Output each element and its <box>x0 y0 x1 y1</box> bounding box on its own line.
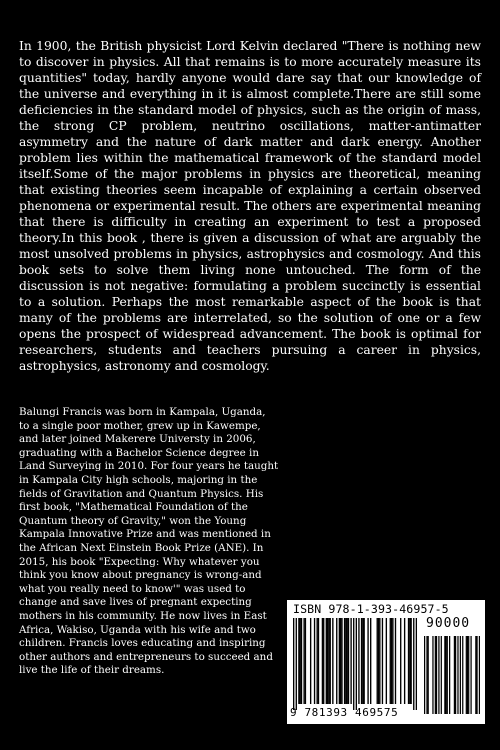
barcode-bar <box>367 618 368 704</box>
barcode-bar <box>404 618 405 704</box>
barcode-bar <box>347 618 348 704</box>
barcode-bar <box>391 618 392 704</box>
barcode-bar <box>358 618 359 704</box>
barcode-bar <box>410 618 411 704</box>
barcode-bar <box>328 618 329 704</box>
barcode-bar <box>350 618 351 704</box>
barcode-bar <box>327 618 328 704</box>
addon-bar <box>445 636 446 714</box>
barcode-bar <box>408 618 409 704</box>
barcode-bar <box>413 618 414 710</box>
barcode-bar <box>296 618 297 710</box>
barcode-bar <box>361 618 362 704</box>
barcode-bar <box>339 618 340 704</box>
barcode-bar <box>298 618 299 704</box>
barcode-bar <box>356 618 357 710</box>
barcode-bar <box>363 618 364 704</box>
addon-bar <box>466 636 467 714</box>
addon-bar <box>449 636 450 714</box>
barcode-bar <box>386 618 387 704</box>
isbn-barcode <box>287 600 485 724</box>
barcode-bar <box>305 618 306 704</box>
barcode-bar <box>390 618 391 704</box>
addon-bar <box>428 636 429 714</box>
addon-bar <box>467 636 468 714</box>
barcode-bar <box>318 618 319 704</box>
addon-bar <box>441 636 442 714</box>
barcode-bar <box>362 618 363 704</box>
addon-bar <box>436 636 437 714</box>
addon-bar <box>432 636 433 714</box>
addon-bars <box>424 636 480 714</box>
barcode-bar <box>316 618 317 704</box>
author-bio: Balungi Francis was born in Kampala, Uganda, to a single poor mother, grew up in Kawempe, and later joined Makerere Universty in 2006, graduating with a Bachelor Science degree in Land Surveying in 2010. For four years he taught in Kampala City high schools, majoring in the fields of Gravitation and Quantum Physics. His first book, "Mathematical Foundation of the Quantum theory of Gravity," won the Young Kampala Innovative Prize and was mentioned in the African Next Einstein Book Prize (ANE). In 2015, his book "Expecting: Why whatever you think you know about pregnancy is wrong-and what you really need to know'" was used to change and save lives of pregnant expecting mothers in his community. He now lives in East Africa, Wakiso, Uganda with his wife and two children. Francis loves educating and inspiring other authors and entrepreneurs to succeed and live the life of their dreams. <box>19 406 279 677</box>
addon-bar <box>455 636 456 714</box>
barcode-bar <box>340 618 341 704</box>
barcode-bar <box>416 618 417 710</box>
barcode-bar <box>344 618 345 704</box>
barcode-bar <box>300 618 301 704</box>
addon-bar <box>426 636 427 714</box>
barcode-bar <box>330 618 331 704</box>
price-code: 90000 <box>426 616 471 631</box>
barcode-bar <box>370 618 371 704</box>
barcode-bar <box>377 618 378 704</box>
barcode-bar <box>314 618 315 704</box>
barcode-bar <box>379 618 380 704</box>
barcode-bar <box>332 618 333 704</box>
barcode-bar <box>326 618 327 704</box>
barcode-bar <box>409 618 410 704</box>
addon-bar <box>424 636 425 714</box>
barcode-bar <box>322 618 323 704</box>
barcode-bar <box>400 618 401 704</box>
barcode-bar <box>395 618 396 704</box>
addon-bar <box>470 636 471 714</box>
addon-bar <box>462 636 463 714</box>
addon-bar <box>438 636 439 714</box>
barcode-bar <box>378 618 379 704</box>
barcode-bar <box>323 618 324 704</box>
addon-bar <box>468 636 469 714</box>
addon-bar <box>444 636 445 714</box>
barcode-bar <box>348 618 349 704</box>
barcode-bar <box>301 618 302 704</box>
barcode-bar <box>345 618 346 704</box>
addon-bar <box>476 636 477 714</box>
isbn-label: ISBN 978-1-393-46957-5 <box>293 602 449 616</box>
addon-bar <box>475 636 476 714</box>
barcode-bar <box>353 618 354 710</box>
barcode-bar <box>341 618 342 704</box>
barcode-bar <box>382 618 383 704</box>
barcode-bar <box>310 618 311 704</box>
barcode-bar <box>392 618 393 704</box>
addon-bar <box>460 636 461 714</box>
barcode-digits: 9 781393 469575 <box>290 706 399 719</box>
ean13-bars <box>293 618 417 714</box>
barcode-bar <box>336 618 337 704</box>
addon-bar <box>457 636 458 714</box>
addon-bar <box>447 636 448 714</box>
barcode-bar <box>303 618 304 704</box>
addon-bar <box>479 636 480 714</box>
barcode-bar <box>293 618 294 710</box>
addon-bar <box>435 636 436 714</box>
book-description: In 1900, the British physicist Lord Kelvin declared "There is nothing new to discover in physics. All that remains is to more accurately measure its quantities" today, hardly anyone would dare say that our knowledge of the universe and everything in it is almost complete.There are still some deficiencies in the standard model of physics, such as the origin of mass, the strong CP problem, neutrino oscillations, matter-antimatter asymmetry and the nature of dark matter and dark energy. Another problem lies within the mathematical framework of the standard model itself.Some of the major problems in physics are theoretical, meaning that existing theories seem incapable of explaining a certain observed phenomena or experimental result. The others are experimental meaning that there is difficulty in creating an experiment to test a proposed theory.In this book , there is given a discussion of what are arguably the most unsolved problems in physics, astrophysics and cosmology. And this book sets to solve them living none untouched. The form of the discussion is not negative: formulating a problem succinctly is essential to a solution. Perhaps the most remarkable aspect of the book is that many of the problems are interrelated, so the solution of one or a few opens the prospect of widespread advancement. The book is optimal for researchers, students and teachers pursuing a career in physics, astrophysics, astronomy and cosmology. <box>19 39 481 373</box>
addon-bar <box>454 636 455 714</box>
